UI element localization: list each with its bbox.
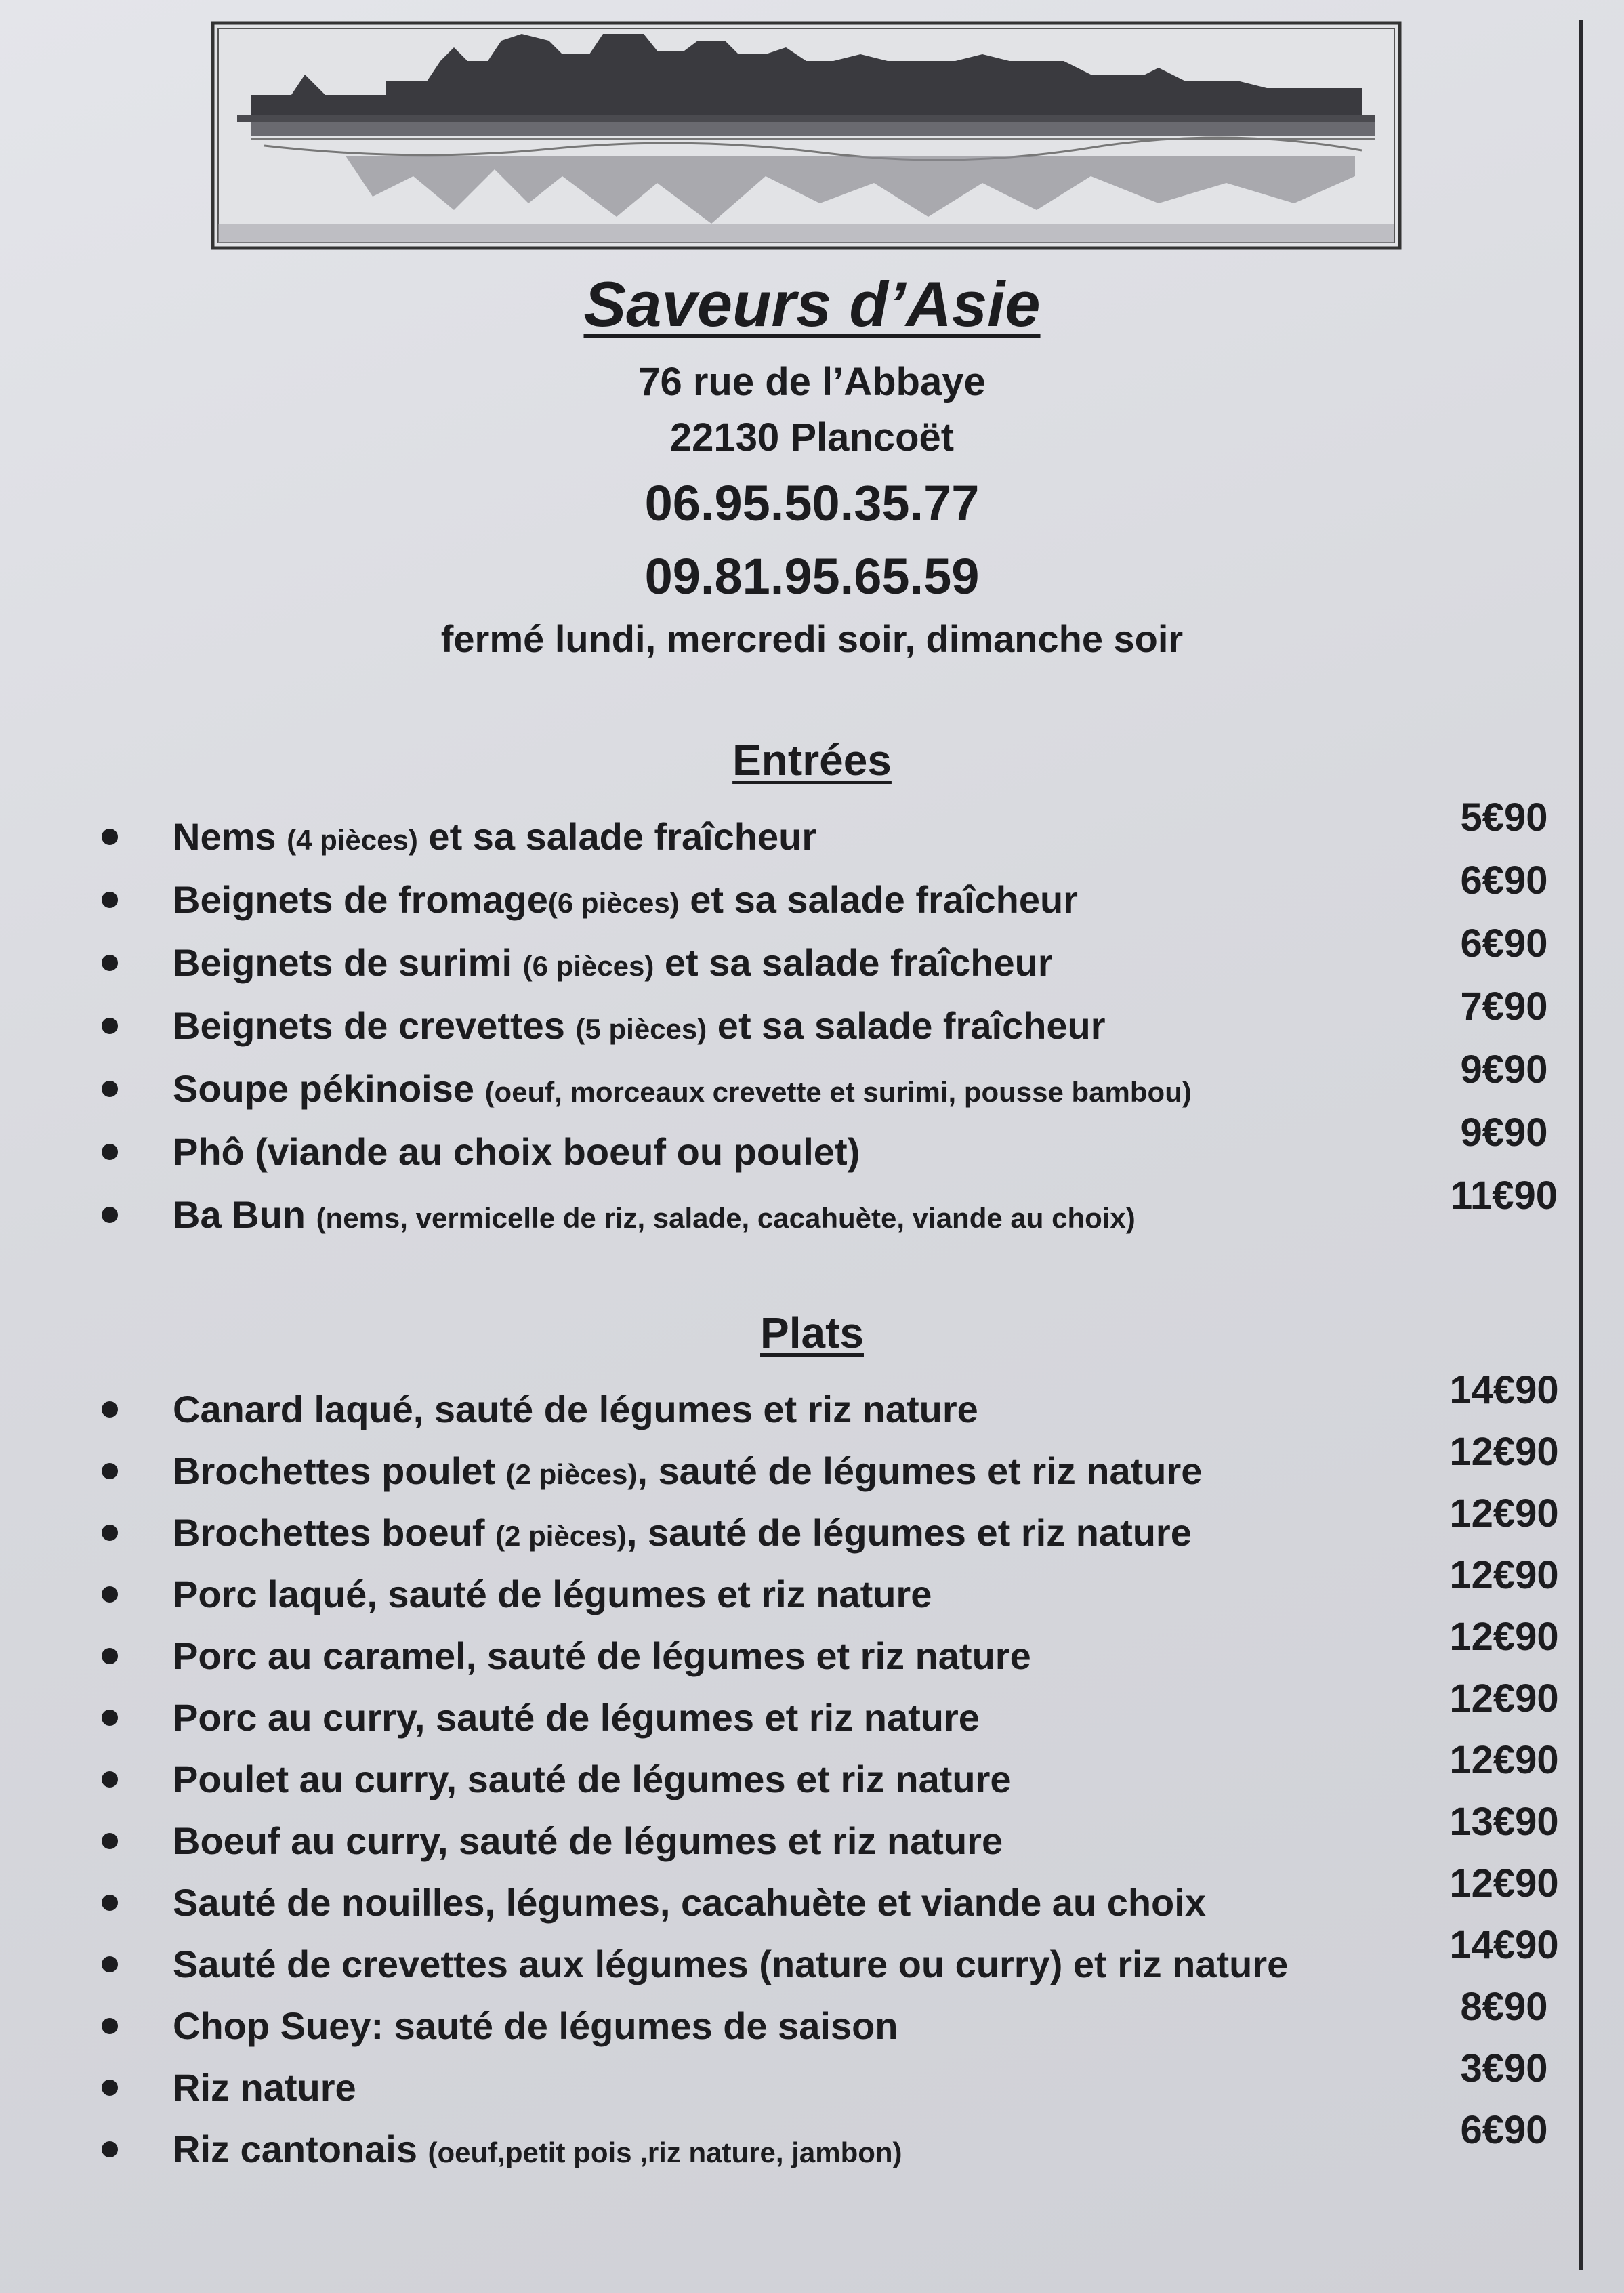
phone-number-2[interactable]: 09.81.95.65.59 — [644, 548, 980, 604]
menu-item — [102, 1738, 1579, 1812]
bullet-icon — [102, 2141, 118, 2157]
menu-item-price: 14€90 — [1449, 1923, 1559, 1967]
menu-item-name: Brochettes boeuf (2 pièces), sauté de légumes et riz nature — [173, 1511, 1192, 1554]
menu-item-name: Riz nature — [173, 2066, 356, 2109]
menu-item-price: 12€90 — [1449, 1553, 1559, 1597]
bullet-icon — [102, 1144, 118, 1160]
menu-item — [102, 2046, 1579, 2120]
menu-item-name: Porc laqué, sauté de légumes et riz nature — [173, 1573, 932, 1615]
menu-item-price: 12€90 — [1449, 1861, 1559, 1905]
opening-hours: fermé lundi, mercredi soir, dimanche soir — [440, 617, 1184, 660]
menu-item — [102, 985, 1579, 1058]
menu-item-price: 11€90 — [1450, 1174, 1558, 1218]
bullet-icon — [102, 1833, 118, 1849]
menu-item-price: 9€90 — [1460, 1048, 1548, 1092]
menu-item-name: Chop Suey: sauté de légumes de saison — [173, 2004, 898, 2047]
section-title-plats: Plats — [760, 1308, 864, 1357]
bullet-icon — [102, 1463, 118, 1479]
menu-item-name: Poulet au curry, sauté de légumes et riz nature — [173, 1758, 1012, 1800]
bullet-icon — [102, 1207, 118, 1223]
menu-item-price: 6€90 — [1460, 2108, 1548, 2152]
menu-item — [102, 796, 1579, 869]
menu-item — [102, 922, 1579, 995]
bullet-icon — [102, 1586, 118, 1603]
menu-item-name: Boeuf au curry, sauté de légumes et riz nature — [173, 1819, 1003, 1862]
section-title-entrees: Entrées — [732, 736, 892, 785]
menu-item-name: Beignets de surimi (6 pièces) et sa salade fraîcheur — [173, 941, 1053, 984]
address-city: 22130 Plancoët — [669, 415, 955, 459]
temple-banner-image — [210, 20, 1402, 251]
menu-item — [102, 1985, 1579, 2059]
menu-item-price: 9€90 — [1460, 1111, 1548, 1155]
bullet-icon — [102, 1648, 118, 1664]
menu-item-price: 14€90 — [1449, 1368, 1559, 1412]
menu-item-name: Sauté de crevettes aux légumes (nature ou curry) et riz nature — [173, 1943, 1289, 1985]
menu-item — [102, 1368, 1579, 1442]
menu-item-name: Beignets de fromage(6 pièces) et sa salade fraîcheur — [173, 878, 1078, 921]
menu-item-price: 12€90 — [1449, 1430, 1559, 1474]
menu-item — [102, 1111, 1579, 1184]
menu-item-name: Riz cantonais (oeuf,petit pois ,riz nature, jambon) — [173, 2128, 902, 2170]
bullet-icon — [102, 829, 118, 845]
bullet-icon — [102, 955, 118, 971]
menu-item-price: 5€90 — [1460, 796, 1548, 840]
menu-item-price: 12€90 — [1449, 1738, 1559, 1782]
menu-item — [102, 1430, 1579, 1504]
menu-item-price: 12€90 — [1449, 1491, 1559, 1535]
menu-item — [102, 1676, 1579, 1750]
menu-item-price: 3€90 — [1460, 2046, 1548, 2090]
bullet-icon — [102, 892, 118, 908]
bullet-icon — [102, 1895, 118, 1911]
menu-item-name: Porc au curry, sauté de légumes et riz nature — [173, 1696, 980, 1739]
bullet-icon — [102, 1018, 118, 1034]
menu-item — [102, 1861, 1579, 1935]
menu-item — [102, 1615, 1579, 1689]
bullet-icon — [102, 1081, 118, 1097]
menu-item-name: Ba Bun (nems, vermicelle de riz, salade, cacahuète, viande au choix) — [173, 1193, 1136, 1236]
menu-item — [102, 859, 1579, 932]
menu-item-name: Nems (4 pièces) et sa salade fraîcheur — [173, 815, 817, 858]
bullet-icon — [102, 1771, 118, 1788]
menu-item-name: Canard laqué, sauté de légumes et riz nature — [173, 1388, 978, 1430]
paper-edge — [1579, 20, 1583, 2270]
menu-item-price: 7€90 — [1460, 985, 1548, 1029]
menu-item-name: Soupe pékinoise (oeuf, morceaux crevette et surimi, pousse bambou) — [173, 1067, 1192, 1110]
menu-item-price: 6€90 — [1460, 859, 1548, 903]
menu-item — [102, 2108, 1579, 2182]
bullet-icon — [102, 1525, 118, 1541]
menu-item-price: 12€90 — [1449, 1676, 1559, 1720]
bullet-icon — [102, 1401, 118, 1418]
menu-item — [102, 1553, 1579, 1627]
menu-item — [102, 1800, 1579, 1874]
bullet-icon — [102, 1710, 118, 1726]
menu-item-name: Beignets de crevettes (5 pièces) et sa salade fraîcheur — [173, 1004, 1106, 1047]
menu-item-price: 12€90 — [1449, 1615, 1559, 1659]
menu-item — [102, 1923, 1579, 1997]
address-street: 76 rue de l’Abbaye — [638, 360, 986, 404]
menu-item-name: Brochettes poulet (2 pièces), sauté de légumes et riz nature — [173, 1449, 1203, 1492]
menu-item-name: Sauté de nouilles, légumes, cacahuète et viande au choix — [173, 1881, 1206, 1924]
menu-item-name: Porc au caramel, sauté de légumes et riz nature — [173, 1634, 1031, 1677]
menu-item — [102, 1048, 1579, 1121]
restaurant-name: Saveurs d’Asie — [583, 268, 1041, 339]
phone-number-1[interactable]: 06.95.50.35.77 — [644, 475, 980, 531]
menu-item-name: Phô (viande au choix boeuf ou poulet) — [173, 1130, 860, 1173]
menu-item — [102, 1491, 1579, 1565]
bullet-icon — [102, 1956, 118, 1972]
bullet-icon — [102, 2080, 118, 2096]
menu-item-price: 8€90 — [1460, 1985, 1548, 2029]
bullet-icon — [102, 2018, 118, 2034]
menu-item-price: 6€90 — [1460, 922, 1548, 966]
menu-item-price: 13€90 — [1449, 1800, 1559, 1844]
menu-item — [102, 1174, 1579, 1247]
